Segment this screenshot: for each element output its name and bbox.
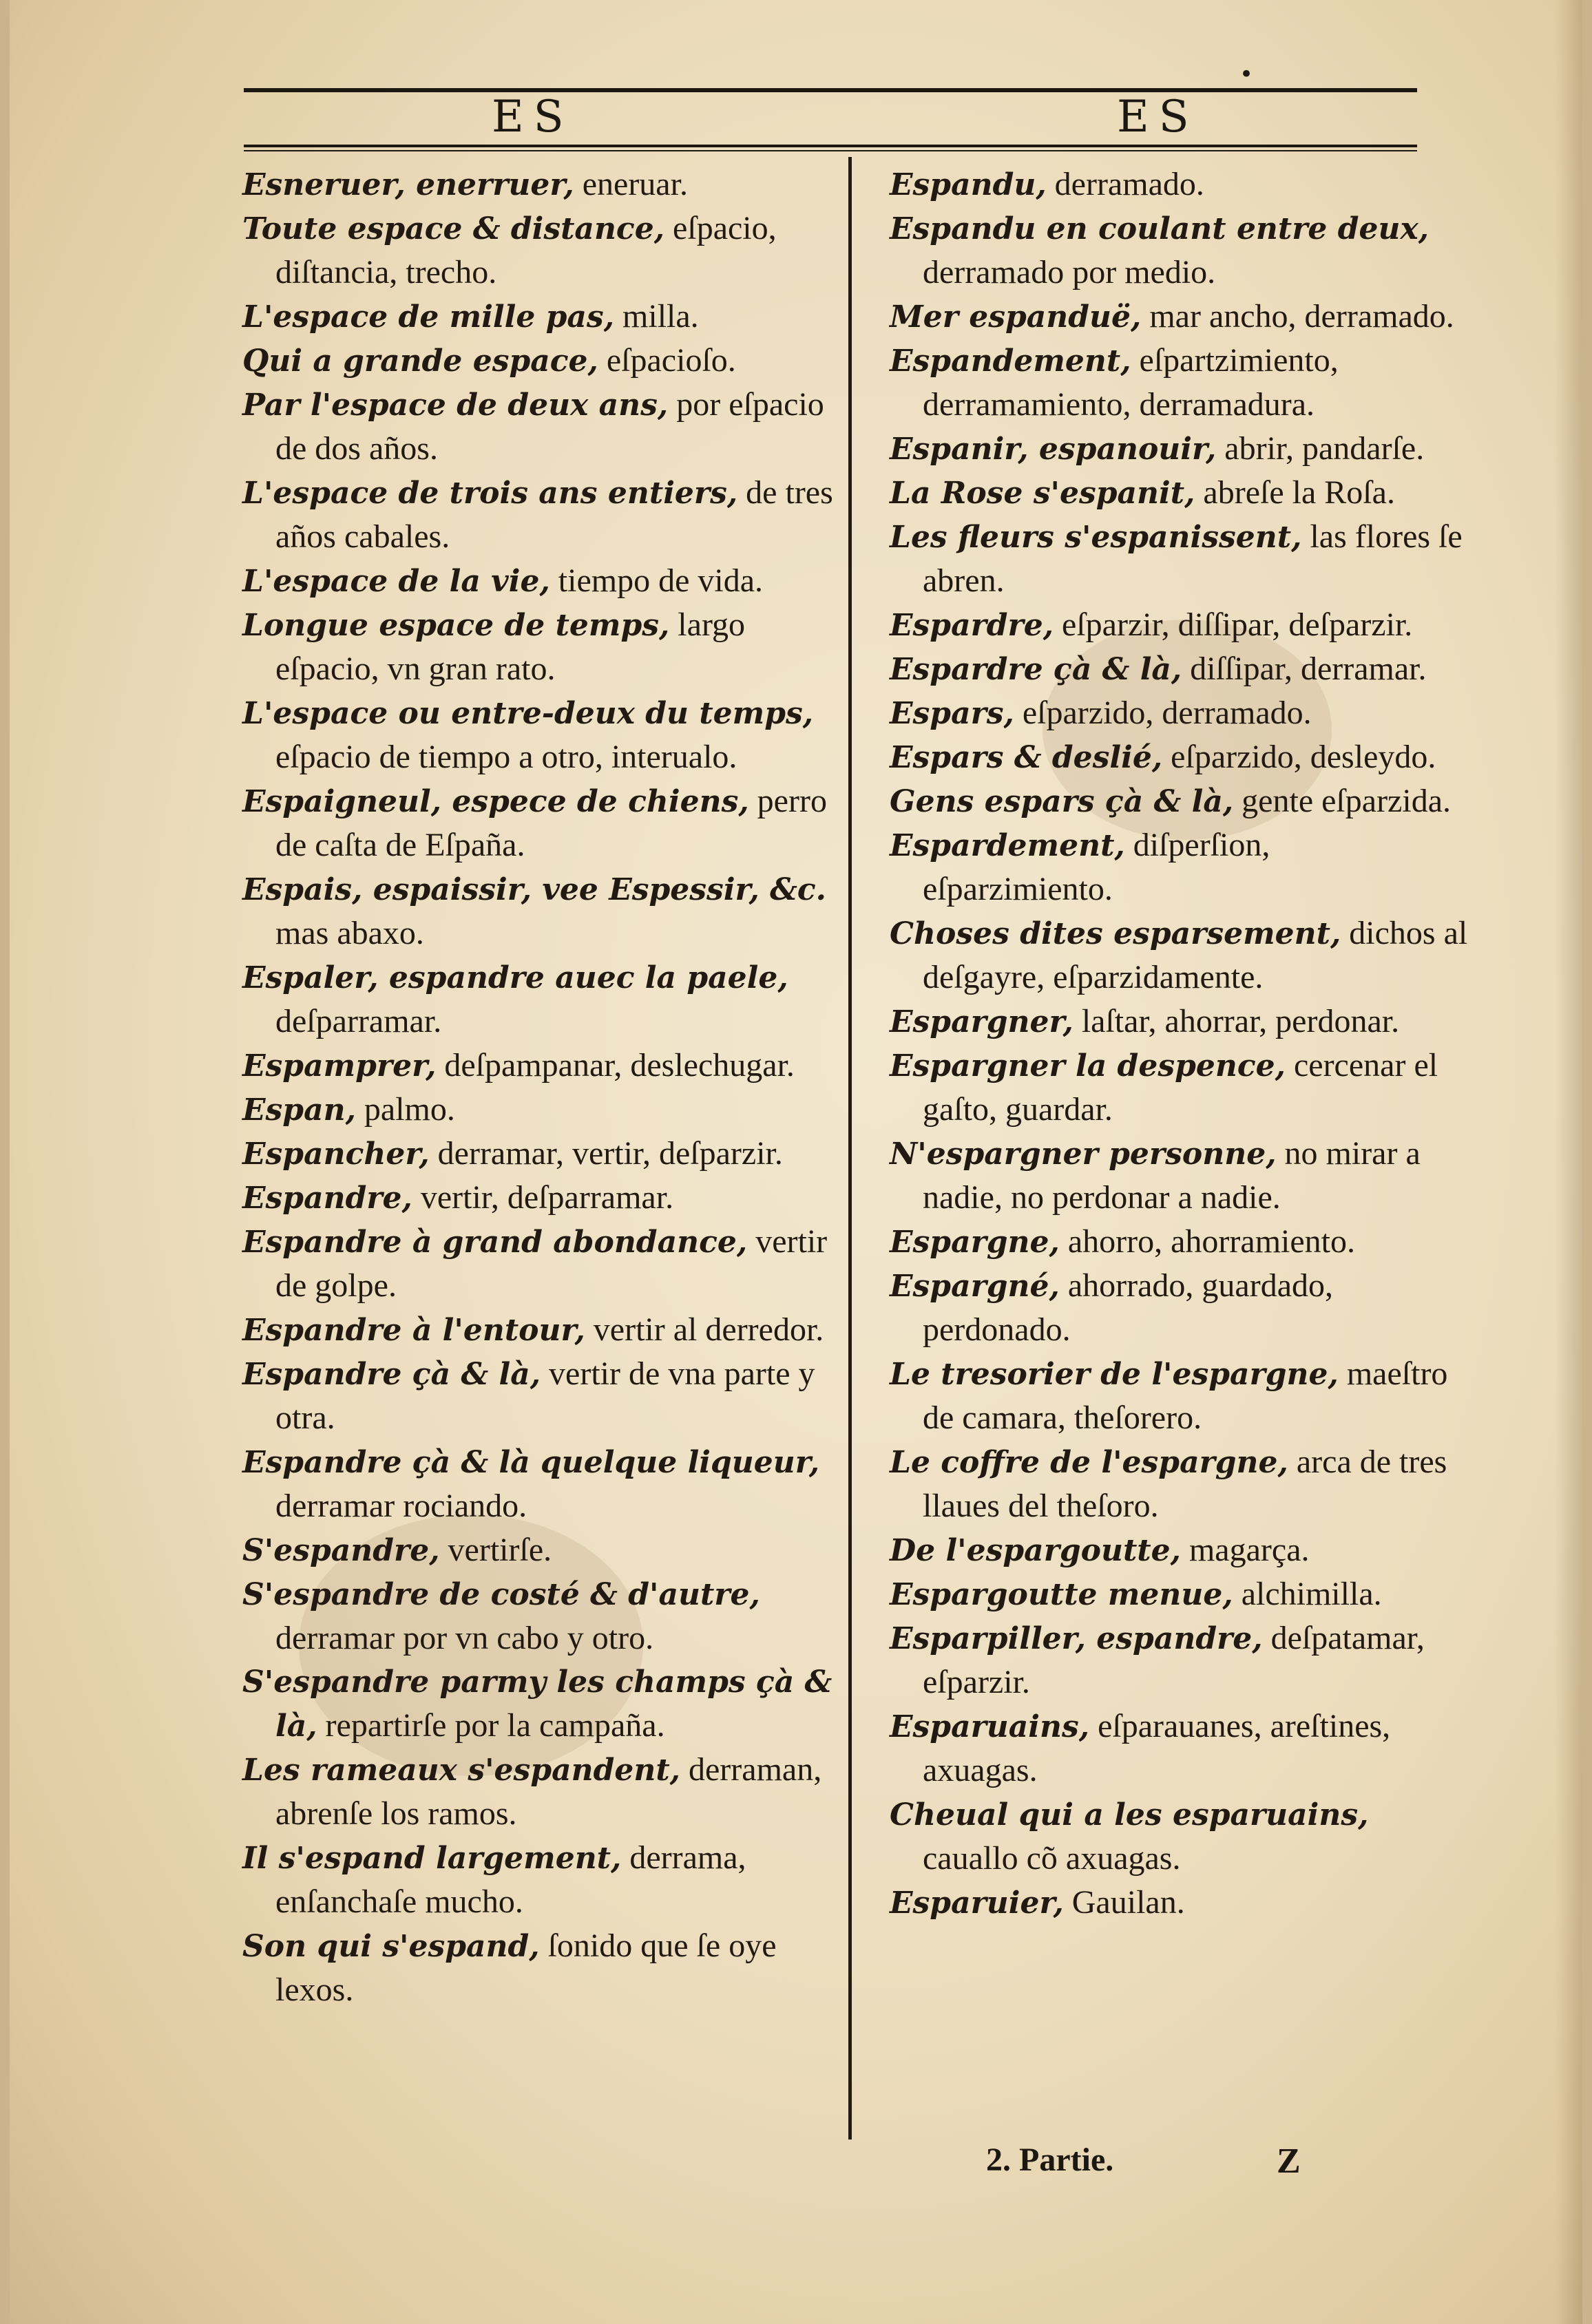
entry-headword: Espargne,	[890, 1225, 1060, 1260]
entry-definition: mas abaxo.	[275, 915, 424, 951]
entry-headword: La Rose s'espanit,	[890, 476, 1195, 511]
dictionary-entry	[242, 1748, 835, 1836]
entry-definition: eſpacioſo.	[598, 342, 736, 379]
dictionary-entry	[242, 1572, 835, 1660]
entry-definition: maeſtro de camara, theſorero.	[923, 1355, 1448, 1436]
entry-definition: ſonido que ſe oye lexos.	[275, 1927, 777, 2008]
dictionary-entry	[242, 1176, 835, 1220]
entry-definition: palmo.	[355, 1091, 455, 1128]
entry-definition: vertir de golpe.	[275, 1223, 828, 1304]
dictionary-entry	[242, 1308, 835, 1352]
dictionary-entry	[890, 735, 1468, 779]
entry-definition: de tres años cabales.	[275, 474, 833, 555]
dictionary-entry	[890, 1704, 1468, 1793]
signature-label: 2. Partie.	[986, 2142, 1114, 2178]
entry-headword: Espardement,	[890, 828, 1125, 863]
entry-headword: Espargoutte menue,	[890, 1577, 1233, 1612]
entry-definition: vertirſe.	[439, 1532, 552, 1568]
entry-headword: Qui a grande espace,	[242, 344, 598, 379]
dictionary-entry	[242, 1836, 835, 1924]
dictionary-entry	[890, 1440, 1468, 1528]
entry-definition: derramado por medio.	[923, 254, 1216, 290]
entry-definition: repartirſe por la campaña.	[317, 1707, 665, 1744]
entry-headword: Espars,	[890, 696, 1014, 731]
entry-definition: eſparauanes, areſtines, axuagas.	[923, 1708, 1391, 1788]
dictionary-entry	[242, 1220, 835, 1308]
entry-definition: por eſpacio de dos años.	[275, 386, 824, 467]
entry-definition: magarça.	[1180, 1532, 1310, 1568]
entry-definition: las flores ſe abren.	[923, 518, 1463, 599]
entry-headword: Espargner la despence,	[890, 1048, 1286, 1084]
entry-definition: milla.	[614, 298, 699, 335]
entry-headword: Espandre çà & là quelque liqueur,	[242, 1445, 820, 1480]
entry-headword: Toute espace & distance,	[242, 211, 665, 246]
entry-definition: diſſipar, derramar.	[1182, 651, 1427, 687]
entry-definition: diſperſion, eſparzimiento.	[923, 827, 1270, 907]
entry-headword: Esparpiller, espandre,	[890, 1621, 1263, 1656]
entry-headword: Choses dites esparsement,	[890, 916, 1341, 951]
dictionary-entry	[890, 1044, 1468, 1132]
dictionary-entry	[242, 339, 835, 383]
entry-definition: eſparzir, diſſipar, deſparzir.	[1054, 606, 1413, 643]
dictionary-entry	[242, 691, 835, 779]
entry-definition: vertir de vna parte y otra.	[275, 1355, 815, 1436]
entry-definition: deſpatamar, eſparzir.	[923, 1620, 1425, 1700]
entry-headword: Espandre à l'entour,	[242, 1313, 585, 1348]
entry-headword: Espandu,	[890, 167, 1047, 202]
entry-headword: Espan,	[242, 1092, 356, 1128]
entry-headword: Espandre çà & là,	[242, 1357, 541, 1392]
dictionary-entry	[890, 515, 1468, 603]
running-head-right: ES	[1117, 92, 1199, 142]
entry-definition: derrama, enſanchaſe mucho.	[275, 1839, 746, 1920]
entry-definition: largo eſpacio, vn gran rato.	[275, 606, 746, 687]
entry-headword: Il s'espand largement,	[242, 1841, 622, 1876]
dictionary-entry	[890, 1264, 1468, 1352]
entry-headword: Gens espars çà & là,	[890, 784, 1234, 819]
dictionary-entry	[242, 603, 835, 691]
entry-headword: S'espandre,	[242, 1533, 440, 1568]
entry-headword: S'espandre parmy les champs çà & là,	[242, 1665, 832, 1744]
entry-definition: eſpacio de tiempo a otro, interualo.	[275, 739, 737, 775]
entry-headword: L'espace de trois ans entiers,	[242, 476, 738, 511]
dictionary-entry	[242, 383, 835, 471]
dictionary-entry	[890, 471, 1468, 515]
entry-headword: Par l'espace de deux ans,	[242, 388, 669, 423]
entry-definition: derramar, vertir, deſparzir.	[429, 1135, 783, 1172]
dictionary-entry	[890, 1572, 1468, 1616]
dictionary-entry	[242, 1528, 835, 1572]
dictionary-entry	[890, 779, 1468, 823]
entry-definition: arca de tres llaues del theſoro.	[923, 1444, 1447, 1524]
entry-definition: dichos al deſgayre, eſparzidamente.	[923, 915, 1468, 995]
entry-definition: eſparzido, derramado.	[1014, 695, 1312, 731]
right-column	[890, 162, 1468, 1925]
dictionary-entry	[242, 779, 835, 867]
dictionary-entry	[890, 1528, 1468, 1572]
dictionary-entry	[242, 559, 835, 603]
dictionary-entry	[242, 471, 835, 559]
dictionary-entry	[890, 823, 1468, 911]
entry-headword: L'espace de la vie,	[242, 564, 550, 599]
entry-headword: Espanir, espanouir,	[890, 432, 1217, 467]
dictionary-entry	[242, 955, 835, 1044]
entry-headword: Espancher,	[242, 1137, 430, 1172]
dictionary-entry	[242, 1088, 835, 1132]
entry-headword: Espamprer,	[242, 1048, 437, 1084]
dictionary-entry	[890, 339, 1468, 427]
entry-headword: Le tresorier de l'espargne,	[890, 1357, 1339, 1392]
header-underline	[244, 145, 1417, 147]
dictionary-entry	[242, 162, 835, 207]
entry-definition: ahorro, ahorramiento.	[1059, 1223, 1356, 1260]
entry-definition: eſpacio, diſtancia, trecho.	[275, 210, 777, 290]
dictionary-entry	[242, 1660, 835, 1748]
entry-headword: L'espace de mille pas,	[242, 299, 615, 335]
dictionary-entry	[242, 1044, 835, 1088]
ornament-dot: •	[1239, 61, 1254, 88]
dictionary-entry	[242, 207, 835, 295]
entry-headword: Son qui s'espand,	[242, 1929, 540, 1964]
entry-definition: cercenar el gaſto, guardar.	[923, 1047, 1438, 1128]
dictionary-entry	[890, 1881, 1468, 1925]
entry-definition: derramado.	[1046, 166, 1204, 202]
entry-definition: Gauilan.	[1063, 1884, 1185, 1921]
entry-headword: Espaigneul, espece de chiens,	[242, 784, 749, 819]
entry-headword: Espars & deslié,	[890, 740, 1163, 775]
left-column	[242, 162, 835, 2012]
entry-headword: Esneruer, enerruer,	[242, 167, 574, 202]
dictionary-entry	[242, 1352, 835, 1440]
entry-headword: Le coffre de l'espargne,	[890, 1445, 1288, 1480]
dictionary-entry	[890, 207, 1468, 295]
entry-definition: derraman, abrenſe los ramos.	[275, 1751, 822, 1832]
entry-definition: abrir, pandarſe.	[1216, 430, 1425, 467]
entry-definition: no mirar a nadie, no perdonar a nadie.	[923, 1135, 1421, 1216]
entry-headword: Les fleurs s'espanissent,	[890, 520, 1302, 555]
dictionary-entry	[890, 1000, 1468, 1044]
entry-headword: De l'espargoutte,	[890, 1533, 1181, 1568]
column-divider	[848, 157, 852, 2140]
dictionary-entry	[242, 1440, 835, 1528]
entry-headword: Mer espanduë,	[890, 299, 1142, 335]
entry-headword: L'espace ou entre-deux du temps,	[242, 696, 814, 731]
entry-definition: alchimilla.	[1233, 1576, 1382, 1612]
dictionary-entry	[890, 603, 1468, 647]
entry-headword: Les rameaux s'espandent,	[242, 1753, 680, 1788]
entry-headword: Espandre,	[242, 1181, 412, 1216]
dictionary-entry	[890, 162, 1468, 207]
entry-definition: eneruar.	[574, 166, 688, 202]
entry-definition: eſpartzimiento, derramamiento, derramadura.	[923, 342, 1339, 423]
dictionary-entry	[890, 1220, 1468, 1264]
entry-definition: perro de caſta de Eſpaña.	[275, 783, 827, 863]
entry-definition: derramar rociando.	[275, 1488, 527, 1524]
entry-headword: Espardre,	[890, 608, 1054, 643]
entry-definition: cauallo cõ axuagas.	[923, 1840, 1181, 1877]
dictionary-entry	[890, 1616, 1468, 1704]
header-rule	[244, 88, 1417, 92]
dictionary-entry	[890, 1132, 1468, 1220]
dictionary-entry	[890, 911, 1468, 1000]
entry-definition: vertir al derredor.	[585, 1311, 824, 1348]
page-edge-shadow	[1555, 0, 1582, 2324]
entry-headword: Espardre çà & là,	[890, 652, 1182, 687]
entry-definition: vertir, deſparramar.	[412, 1179, 674, 1216]
entry-headword: Espandre à grand abondance,	[242, 1225, 748, 1260]
entry-definition: ahorrado, guardado, perdonado.	[923, 1267, 1334, 1348]
entry-headword: Espandu en coulant entre deux,	[890, 211, 1429, 246]
dictionary-entry	[242, 867, 835, 955]
entry-definition: deſparramar.	[275, 1003, 442, 1039]
signature-letter: Z	[1277, 2142, 1301, 2181]
entry-headword: Espais, espaissir, vee Espessir, &c.	[242, 872, 826, 907]
entry-definition: tiempo de vida.	[549, 562, 764, 599]
book-page	[10, 0, 1582, 2324]
dictionary-entry	[890, 427, 1468, 471]
entry-headword: Esparuier,	[890, 1885, 1064, 1921]
entry-headword: Cheual qui a les esparuains,	[890, 1797, 1369, 1832]
dictionary-entry	[890, 1352, 1468, 1440]
dictionary-entry	[890, 1793, 1468, 1881]
entry-headword: Longue espace de temps,	[242, 608, 670, 643]
entry-headword: N'espargner personne,	[890, 1137, 1277, 1172]
dictionary-entry	[242, 1132, 835, 1176]
entry-headword: Espargner,	[890, 1004, 1073, 1039]
dictionary-entry	[242, 1924, 835, 2012]
entry-headword: Esparuains,	[890, 1709, 1090, 1744]
entry-definition: laſtar, ahorrar, perdonar.	[1073, 1003, 1400, 1039]
entry-headword: Espaler, espandre auec la paele,	[242, 960, 788, 995]
running-head-left: ES	[492, 92, 574, 142]
header-underline-thin	[244, 150, 1417, 151]
entry-definition: mar ancho, derramado.	[1141, 298, 1454, 335]
dictionary-entry	[242, 295, 835, 339]
dictionary-entry	[890, 691, 1468, 735]
entry-headword: S'espandre de costé & d'autre,	[242, 1577, 760, 1612]
entry-definition: gente eſparzida.	[1233, 783, 1451, 819]
entry-definition: eſparzido, desleydo.	[1162, 739, 1436, 775]
dictionary-entry	[890, 647, 1468, 691]
entry-definition: derramar por vn cabo y otro.	[275, 1620, 654, 1656]
dictionary-entry	[890, 295, 1468, 339]
entry-headword: Espandement,	[890, 344, 1131, 379]
entry-definition: deſpampanar, deslechugar.	[436, 1047, 795, 1084]
entry-definition: abreſe la Roſa.	[1195, 474, 1395, 511]
entry-headword: Espargné,	[890, 1269, 1060, 1304]
